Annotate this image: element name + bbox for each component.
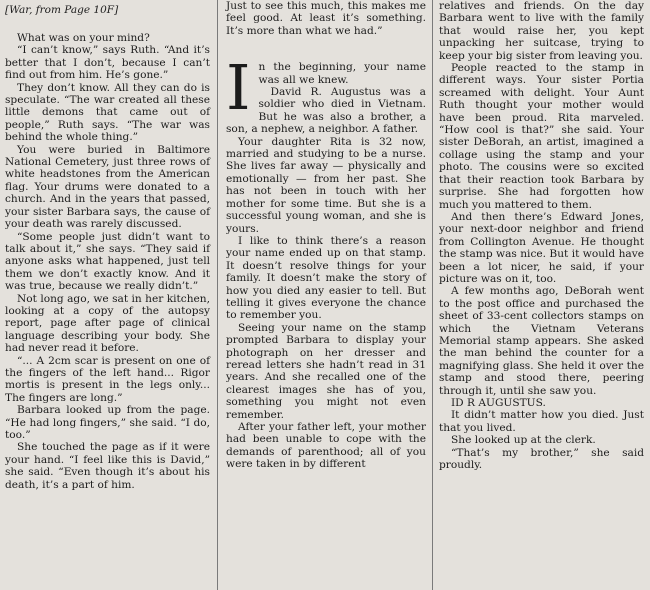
- column-2: [226, 0, 426, 471]
- paragraph: I like to think there’s a reason your name ended up on that stamp. It doesn’t resolve things for your family. It doesn’t make the story of how you died any easier to tell. But telling it gives everyone the chance to remember you.: [226, 234, 426, 322]
- column-rule: [432, 0, 433, 590]
- paragraph: Just to see this much, this makes me feel good. At least it’s something. It’s more than what we had.”: [226, 0, 426, 37]
- stamp-name-line: ID R AUGUSTUS.: [451, 397, 546, 409]
- jump-line: [War, from Page 10F]: [5, 4, 119, 16]
- paragraph: You were buried in Baltimore National Cemetery, just three rows of white headstones from the American flag. Your drums were donated to a church. And in the years that passed, your sister Barbara says, the cause of your death was rarely discussed.: [5, 143, 210, 231]
- column-3: [439, 0, 644, 471]
- paragraph: It didn’t matter how you died. Just that you lived.: [439, 409, 644, 434]
- paragraph: People reacted to the stamp in different ways. Your sister Portia screamed with delight. Your Aunt Ruth thought your mother would have been proud. Rita marveled. “How cool is that?” she said. Your sister DeBorah, an artist, imagined a collage using the stamp and your photo. The cousins were so excited that their reaction took Barbara by surprise. She had forgotten how much you mattered to them.: [439, 62, 644, 211]
- paragraph: “Some people just didn’t want to talk about it,” she says. “They said if anyone asks what happened, just tell them we don’t exactly know. And it was true, because we really didn’t.”: [5, 230, 210, 293]
- paragraph: David R. Augustus was a soldier who died in Vietnam. But he was also a brother, a son, a nephew, a neighbor. A father.: [226, 86, 426, 136]
- paragraph: relatives and friends. On the day Barbara went to live with the family that would raise her, you kept unpacking her suitcase, trying to keep your big sister from leaving you.: [439, 0, 644, 62]
- paragraph: “That’s my brother,” she said proudly.: [439, 446, 644, 472]
- column-1: [5, 0, 210, 491]
- paragraph: What was on your mind?: [17, 32, 150, 44]
- paragraph: They don’t know. All they can do is speculate. “The war created all these little demons that came out of people,” Ruth says. “The war was behind the whole thing.”: [5, 81, 210, 144]
- paragraph: Not long ago, we sat in her kitchen, looking at a copy of the autopsy report, page after page of clinical language describing your body. She had never read it before.: [5, 292, 210, 355]
- paragraph: “I can’t know,” says Ruth. “And it’s better that I don’t, because I can’t find out from him. He’s gone.”: [5, 44, 210, 82]
- paragraph: Your daughter Rita is 32 now, married and studying to be a nurse. She lives far away — physically and emotionally — from her past. She has not been in touch with her mother for some time. But she is a successful young woman, and she is yours.: [226, 135, 426, 235]
- column-rule: [217, 0, 218, 590]
- paragraph: “... A 2cm scar is present on one of the fingers of the left hand... Rigor mortis is present in the legs only... The fingers are long.”: [5, 354, 210, 404]
- drop-cap: I: [226, 51, 251, 125]
- paragraph: Barbara looked up from the page. “He had long fingers,” she said. “I do, too.”: [5, 404, 210, 441]
- paragraph: After your father left, your mother had been unable to cope with the demands of parenthood; all of you were taken in by different: [226, 421, 426, 471]
- opening-text: n the beginning, your name was all we knew.: [258, 61, 426, 86]
- paragraph: And then there’s Edward Jones, your next-door neighbor and friend from Collington Avenue. He thought the stamp was nice. But it would have been a lot nicer, he said, if your picture was on it, too.: [439, 210, 644, 285]
- paragraph: A few months ago, DeBorah went to the post office and purchased the sheet of 33-cent collectors stamps on which the Vietnam Veterans Memorial stamp appears. She asked the man behind the counter for a magnifying glass. She held it over the stamp and stood there, peering through it, until she saw you.: [439, 285, 644, 397]
- paragraph: Seeing your name on the stamp prompted Barbara to display your photograph on her dresser and reread letters she hadn’t read in 31 years. And she recalled one of the clearest images she has of you, something you might not even remember.: [226, 321, 426, 421]
- paragraph: She touched the page as if it were your hand. “I feel like this is David,” she said. “Even though it’s about his death, it’s a part of him.: [5, 441, 210, 491]
- paragraph: She looked up at the clerk.: [451, 434, 596, 447]
